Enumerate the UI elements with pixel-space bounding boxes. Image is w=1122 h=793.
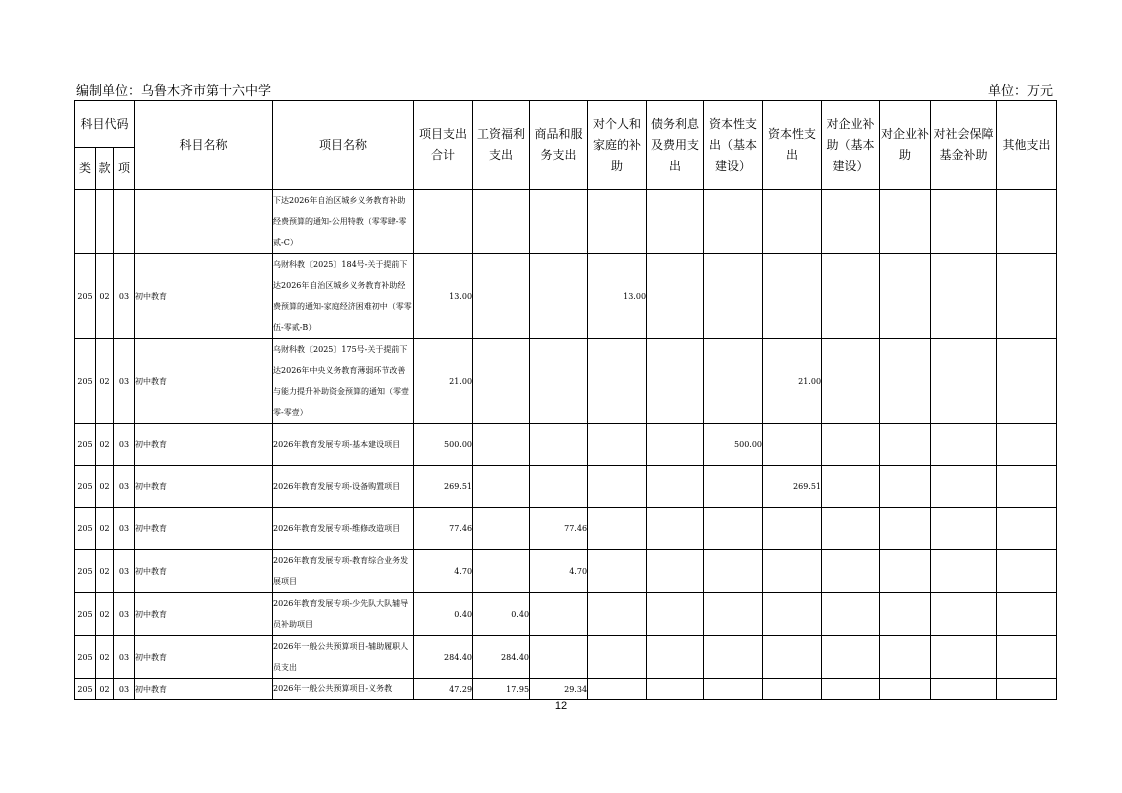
cell-ent-infra (822, 424, 880, 466)
cell-capital-infra: 500.00 (704, 424, 763, 466)
cell-kuan: 02 (96, 424, 114, 466)
currency-unit-label: 单位：万元 (987, 84, 1053, 99)
cell-debt (647, 254, 704, 339)
cell-ent-infra (822, 190, 880, 254)
cell-capital (763, 679, 822, 700)
cell-subject: 初中教育 (135, 508, 273, 550)
cell-lei (75, 190, 96, 254)
cell-social (931, 466, 997, 508)
cell-total: 284.40 (414, 636, 473, 679)
cell-xiang: 03 (114, 636, 135, 679)
cell-ent (880, 679, 931, 700)
cell-xiang: 03 (114, 593, 135, 636)
cell-total (414, 190, 473, 254)
header-enterprise-infra: 对企业补助（基本建设） (822, 101, 880, 190)
header-project-name: 项目名称 (273, 101, 414, 190)
cell-total: 21.00 (414, 339, 473, 424)
cell-lei: 205 (75, 339, 96, 424)
cell-total: 269.51 (414, 466, 473, 508)
table-row (75, 190, 1057, 254)
cell-lei: 205 (75, 593, 96, 636)
header-other: 其他支出 (997, 101, 1057, 190)
cell-xiang (114, 190, 135, 254)
cell-goods: 4.70 (530, 550, 588, 593)
cell-xiang: 03 (114, 508, 135, 550)
cell-social (931, 190, 997, 254)
cell-total: 500.00 (414, 424, 473, 466)
cell-debt (647, 550, 704, 593)
cell-total: 77.46 (414, 508, 473, 550)
cell-capital (763, 508, 822, 550)
cell-debt (647, 466, 704, 508)
header-subject-name: 科目名称 (135, 101, 273, 190)
cell-project: 2026年教育发展专项-基本建设项目 (273, 424, 414, 466)
cell-social (931, 424, 997, 466)
cell-project: 2026年一般公共预算项目-辅助履职人员支出 (273, 636, 414, 679)
header-personal-subsidy: 对个人和家庭的补助 (588, 101, 647, 190)
compiling-unit-label: 编制单位：乌鲁木齐市第十六中学 (76, 84, 272, 99)
cell-lei: 205 (75, 508, 96, 550)
cell-debt (647, 424, 704, 466)
cell-wage (473, 339, 530, 424)
cell-ent (880, 593, 931, 636)
cell-wage (473, 466, 530, 508)
cell-debt (647, 339, 704, 424)
cell-goods (530, 190, 588, 254)
cell-kuan (96, 190, 114, 254)
cell-xiang: 03 (114, 424, 135, 466)
cell-personal (588, 424, 647, 466)
cell-personal (588, 466, 647, 508)
cell-capital-infra (704, 636, 763, 679)
cell-social (931, 593, 997, 636)
cell-ent-infra (822, 254, 880, 339)
cell-lei: 205 (75, 424, 96, 466)
cell-debt (647, 508, 704, 550)
cell-project: 2026年教育发展专项-少先队大队辅导员补助项目 (273, 593, 414, 636)
cell-ent-infra (822, 636, 880, 679)
cell-subject: 初中教育 (135, 593, 273, 636)
cell-ent-infra (822, 508, 880, 550)
cell-project: 2026年教育发展专项-维修改造项目 (273, 508, 414, 550)
cell-project: 乌财科教〔2025〕184号-关于提前下达2026年自治区城乡义务教育补助经费预算的通知-家庭经济困难初中（零零伍-零贰-B） (273, 254, 414, 339)
cell-ent (880, 636, 931, 679)
cell-xiang: 03 (114, 466, 135, 508)
header-project-total: 项目支出合计 (414, 101, 473, 190)
cell-other (997, 466, 1057, 508)
cell-personal (588, 550, 647, 593)
cell-ent-infra (822, 550, 880, 593)
cell-personal (588, 636, 647, 679)
cell-project: 2026年教育发展专项-设备购置项目 (273, 466, 414, 508)
cell-personal (588, 190, 647, 254)
cell-ent (880, 254, 931, 339)
cell-lei: 205 (75, 466, 96, 508)
cell-lei: 205 (75, 636, 96, 679)
cell-lei: 205 (75, 679, 96, 700)
table-row (75, 593, 1057, 636)
cell-social (931, 550, 997, 593)
cell-debt (647, 593, 704, 636)
cell-wage (473, 550, 530, 593)
cell-other (997, 550, 1057, 593)
cell-subject: 初中教育 (135, 466, 273, 508)
table-row (75, 466, 1057, 508)
cell-xiang: 03 (114, 679, 135, 700)
cell-ent (880, 466, 931, 508)
cell-subject: 初中教育 (135, 679, 273, 700)
cell-kuan: 02 (96, 339, 114, 424)
cell-capital-infra (704, 593, 763, 636)
cell-social (931, 679, 997, 700)
cell-goods (530, 254, 588, 339)
cell-ent-infra (822, 593, 880, 636)
header-enterprise: 对企业补助 (880, 101, 931, 190)
cell-project: 2026年一般公共预算项目-义务教 (273, 679, 414, 700)
cell-subject: 初中教育 (135, 636, 273, 679)
cell-personal (588, 339, 647, 424)
cell-project: 下达2026年自治区城乡义务教育补助经费预算的通知-公用特教（零零肆-零贰-C） (273, 190, 414, 254)
cell-wage: 284.40 (473, 636, 530, 679)
cell-subject (135, 190, 273, 254)
cell-subject: 初中教育 (135, 254, 273, 339)
header-xiang: 项 (114, 148, 135, 190)
cell-ent (880, 190, 931, 254)
cell-wage (473, 424, 530, 466)
cell-lei: 205 (75, 550, 96, 593)
cell-lei: 205 (75, 254, 96, 339)
table-row (75, 508, 1057, 550)
cell-wage: 17.95 (473, 679, 530, 700)
cell-debt (647, 679, 704, 700)
header-subject-code: 科目代码 (75, 101, 135, 148)
header-lei: 类 (75, 148, 96, 190)
cell-capital (763, 636, 822, 679)
cell-kuan: 02 (96, 466, 114, 508)
cell-ent-infra (822, 466, 880, 508)
cell-ent (880, 550, 931, 593)
cell-capital (763, 550, 822, 593)
cell-xiang: 03 (114, 550, 135, 593)
cell-capital (763, 190, 822, 254)
cell-capital: 21.00 (763, 339, 822, 424)
cell-wage (473, 508, 530, 550)
cell-debt (647, 636, 704, 679)
cell-social (931, 254, 997, 339)
table-row (75, 339, 1057, 424)
cell-total: 13.00 (414, 254, 473, 339)
cell-other (997, 424, 1057, 466)
cell-personal (588, 508, 647, 550)
cell-wage (473, 254, 530, 339)
cell-goods (530, 339, 588, 424)
cell-ent-infra (822, 339, 880, 424)
page-number: 12 (554, 700, 568, 712)
table-row (75, 636, 1057, 679)
cell-social (931, 636, 997, 679)
cell-capital-infra (704, 254, 763, 339)
cell-other (997, 190, 1057, 254)
cell-ent-infra (822, 679, 880, 700)
cell-capital (763, 424, 822, 466)
header-kuan: 款 (96, 148, 114, 190)
cell-capital: 269.51 (763, 466, 822, 508)
cell-kuan: 02 (96, 593, 114, 636)
header-social-security: 对社会保障基金补助 (931, 101, 997, 190)
cell-personal (588, 679, 647, 700)
cell-xiang: 03 (114, 339, 135, 424)
cell-ent (880, 424, 931, 466)
cell-capital-infra (704, 679, 763, 700)
cell-kuan: 02 (96, 254, 114, 339)
cell-subject: 初中教育 (135, 339, 273, 424)
cell-ent (880, 508, 931, 550)
cell-kuan: 02 (96, 550, 114, 593)
cell-capital (763, 254, 822, 339)
table-row (75, 550, 1057, 593)
cell-other (997, 254, 1057, 339)
cell-personal (588, 593, 647, 636)
cell-other (997, 339, 1057, 424)
header-capital-infra: 资本性支出（基本建设） (704, 101, 763, 190)
cell-goods (530, 593, 588, 636)
header-debt-interest: 债务利息及费用支出 (647, 101, 704, 190)
cell-xiang: 03 (114, 254, 135, 339)
table-row (75, 424, 1057, 466)
budget-table (74, 100, 1057, 700)
cell-other (997, 679, 1057, 700)
header-goods-services: 商品和服务支出 (530, 101, 588, 190)
cell-debt (647, 190, 704, 254)
header-wage-welfare: 工资福利支出 (473, 101, 530, 190)
table-row (75, 254, 1057, 339)
cell-ent (880, 339, 931, 424)
table-row (75, 679, 1057, 700)
cell-goods (530, 424, 588, 466)
cell-capital-infra (704, 466, 763, 508)
cell-wage: 0.40 (473, 593, 530, 636)
cell-goods (530, 466, 588, 508)
cell-project: 乌财科教〔2025〕175号-关于提前下达2026年中央义务教育薄弱环节改善与能力提升补助资金预算的通知（零壹零-零壹） (273, 339, 414, 424)
cell-kuan: 02 (96, 679, 114, 700)
header-capital: 资本性支出 (763, 101, 822, 190)
cell-social (931, 339, 997, 424)
cell-goods (530, 636, 588, 679)
cell-total: 0.40 (414, 593, 473, 636)
cell-capital-infra (704, 550, 763, 593)
cell-social (931, 508, 997, 550)
cell-total: 4.70 (414, 550, 473, 593)
cell-subject: 初中教育 (135, 550, 273, 593)
cell-capital-infra (704, 190, 763, 254)
cell-wage (473, 190, 530, 254)
cell-total: 47.29 (414, 679, 473, 700)
cell-personal: 13.00 (588, 254, 647, 339)
cell-kuan: 02 (96, 508, 114, 550)
cell-goods: 77.46 (530, 508, 588, 550)
cell-capital-infra (704, 508, 763, 550)
cell-capital (763, 593, 822, 636)
cell-other (997, 636, 1057, 679)
cell-other (997, 508, 1057, 550)
cell-subject: 初中教育 (135, 424, 273, 466)
cell-kuan: 02 (96, 636, 114, 679)
cell-other (997, 593, 1057, 636)
cell-capital-infra (704, 339, 763, 424)
cell-project: 2026年教育发展专项-教育综合业务发展项目 (273, 550, 414, 593)
cell-goods: 29.34 (530, 679, 588, 700)
